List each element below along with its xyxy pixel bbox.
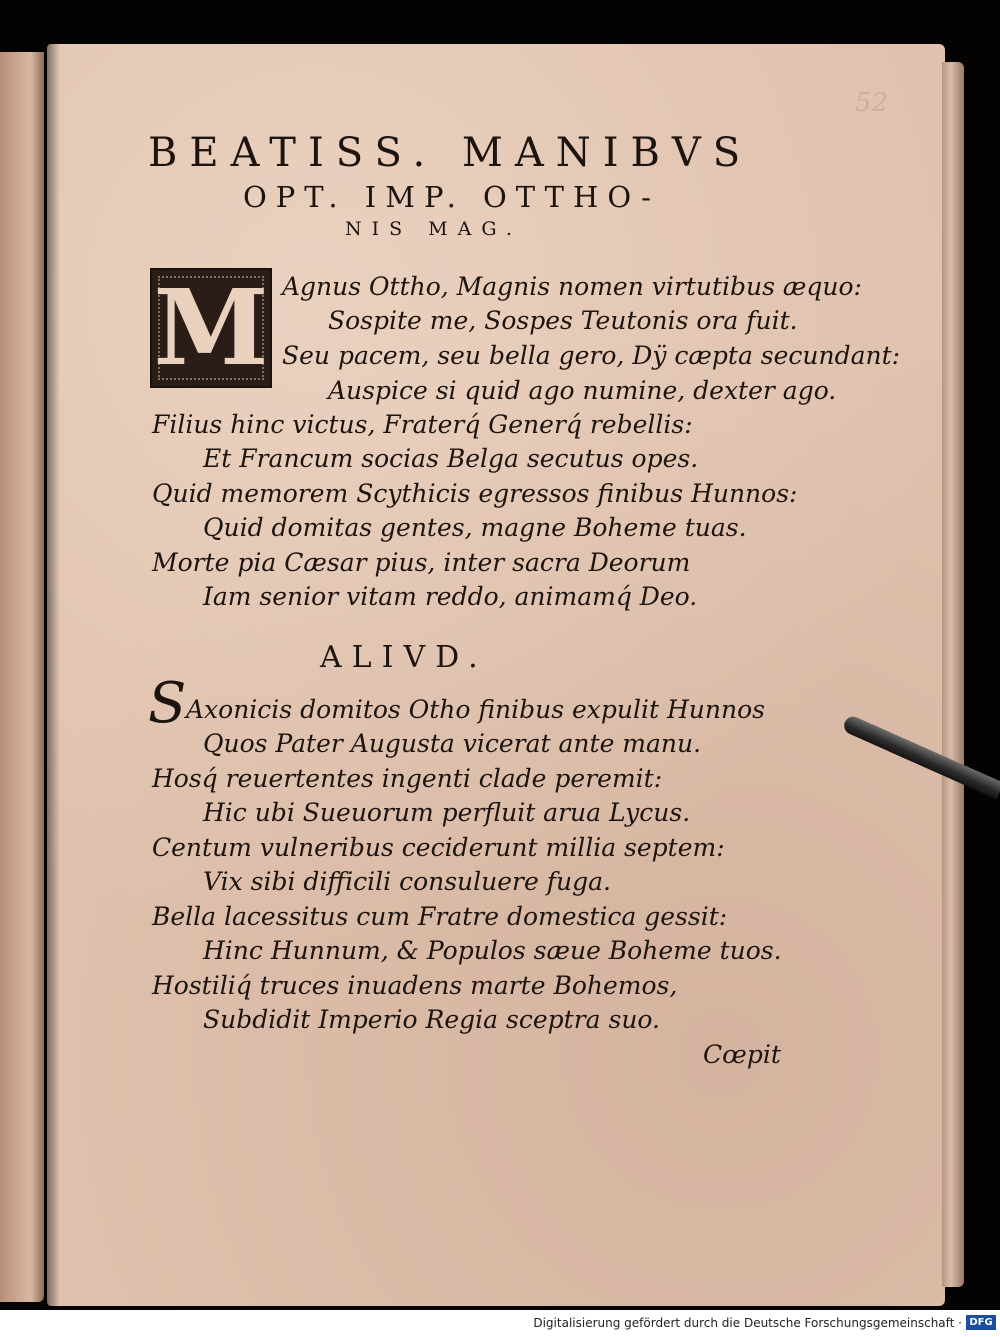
left-page-edge [0, 52, 44, 1302]
poem1-line-7: Quid memorem Scythicis egressos finibus Hunnos: [152, 479, 798, 508]
poem2-line-9: Hostiliq́ truces inuadens marte Bohemos, [152, 971, 678, 1000]
poem1-line-6: Et Francum socias Belga secutus opes. [203, 444, 699, 473]
catchword: Cœpit [703, 1040, 781, 1069]
page-fore-edge [942, 62, 964, 1287]
poem1-line-9: Morte pia Cæsar pius, inter sacra Deorum [152, 548, 691, 577]
heading-line-1: BEATISS. MANIBVS [148, 130, 753, 176]
poem2-line-6: Vix sibi difficili consuluere fuga. [203, 867, 611, 896]
footer-bar [0, 1310, 1000, 1337]
dfg-logo-icon: DFG [966, 1315, 996, 1330]
poem2-line-4: Hic ubi Sueuorum perfluit arua Lycus. [203, 798, 691, 827]
poem2-line-8: Hinc Hunnum, & Populos sæue Boheme tuos. [203, 936, 782, 965]
heading-line-3: NIS MAG. [345, 218, 522, 240]
initial-letter-s: S [148, 671, 187, 736]
footer-credit: Digitalisierung gefördert durch die Deutsche Forschungsgemeinschaft · [533, 1316, 962, 1330]
poem2-line-1: Axonicis domitos Otho finibus expulit Hunnos [186, 695, 765, 724]
poem1-line-10: Iam senior vitam reddo, animamq́ Deo. [203, 582, 698, 611]
poem1-line-5: Filius hinc victus, Fraterq́ Generq́ rebellis: [152, 410, 693, 439]
folio-number: 52 [855, 88, 889, 118]
poem2-line-5: Centum vulneribus ceciderunt millia septem: [152, 833, 725, 862]
poem1-line-3: Seu pacem, seu bella gero, Dÿ cæpta secundant: [282, 341, 901, 370]
poem2-line-7: Bella lacessitus cum Fratre domestica gessit: [152, 902, 728, 931]
initial-letter: M [153, 266, 269, 389]
poem1-line-1: Agnus Ottho, Magnis nomen virtutibus æquo: [282, 272, 862, 301]
poem1-line-4: Auspice si quid ago numine, dexter ago. [328, 376, 837, 405]
poem1-line-8: Quid domitas gentes, magne Boheme tuas. [203, 513, 747, 542]
poem2-line-2: Quos Pater Augusta vicerat ante manu. [203, 729, 702, 758]
poem2-line-10: Subdidit Imperio Regia sceptra suo. [203, 1005, 660, 1034]
heading-line-2: OPT. IMP. OTTHO- [243, 180, 660, 214]
poem1-line-2: Sospite me, Sospes Teutonis ora fuit. [328, 306, 798, 335]
poem2-line-3: Hosq́ reuertentes ingenti clade peremit: [152, 764, 663, 793]
decorated-initial-m [150, 268, 272, 388]
section-heading-aliud: ALIVD. [320, 640, 488, 675]
gutter-shadow [44, 44, 60, 1306]
